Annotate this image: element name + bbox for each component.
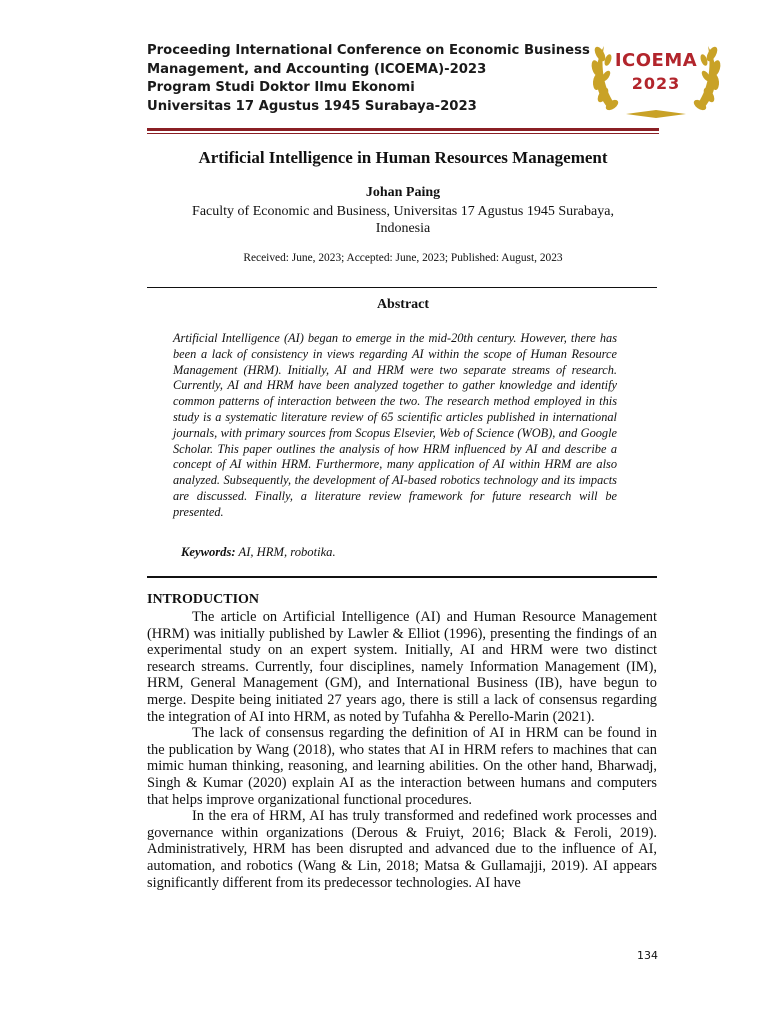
paper-title: Artificial Intelligence in Human Resources Management: [198, 148, 608, 167]
header-line-4: Universitas 17 Agustus 1945 Surabaya-2023: [147, 98, 477, 114]
introduction-body: [147, 609, 657, 891]
keywords-value: AI, HRM, robotika.: [238, 545, 336, 559]
header-line-1: Proceeding International Conference on Economic Business: [147, 43, 590, 58]
affiliation-line-2: Indonesia: [375, 221, 431, 236]
intro-paragraph-2: The lack of consensus regarding the definition of AI in HRM can be found in the publication by Wang (2018), who states that AI in HRM refers to machines that can mimic human thinking, reasoning, and learning abilities. On the other hand, Bharwadj, Singh & Kumar (2020) explain AI as the interaction between humans and computers that helps improve organizational functional procedures.: [147, 725, 657, 808]
keywords: [181, 545, 336, 560]
logo-name: ICOEMA: [614, 50, 698, 71]
intro-paragraph-1: The article on Artificial Intelligence (AI) and Human Resource Management (HRM) was initially published by Lawler & Elliot (1996), presenting the findings of an experimental study on an expert system. Initially, AI and HRM were two distinct research streams. Currently, four disciplines, namely Information Management (IM), HRM, General Management (GM), and International Business (IB), have begun to merge. Despite being initiated 27 years ago, there is still a lack of consensus regarding the integration of AI into HRM, as noted by Tufahha & Perello-Marin (2021).: [147, 609, 657, 725]
intro-paragraph-3: In the era of HRM, AI has truly transformed and redefined work processes and governance within organizations (Derous & Fruiyt, 2016; Black & Feroli, 2019). Administratively, HRM has been disrupted and advanced due to the influence of AI, automation, and robotics (Wang & Lin, 2018; Matsa & Gullamajji, 2019). AI appears significantly different from its predecessor technologies. AI have: [147, 808, 657, 891]
introduction-heading: INTRODUCTION: [147, 592, 260, 607]
affiliation-line-1: Faculty of Economic and Business, Universitas 17 Agustus 1945 Surabaya,: [192, 204, 614, 219]
page-number: 134: [637, 949, 658, 962]
header-rule-thin: [147, 133, 659, 134]
divider-below-abstract: [147, 576, 657, 578]
abstract-text: Artificial Intelligence (AI) began to emerge in the mid-20th century. However, there has been a lack of consistency in views regarding AI within the scope of Human Resource Management (HRM). Initially, AI and HRM were two separate streams of research. Currently, AI and HRM have been analyzed together to gather knowledge and identify common patterns of interaction between the two. The research method employed in this study is a systematic literature review of 65 scientific articles published in international journals, with primary sources from Scopus Elsevier, Web of Science (WOB), and Google Scholar. This paper outlines the analysis of how HRM influenced by AI and describe a concept of AI within HRM. Furthermore, many application of AI within HRM are also analyzed. Subsequently, the development of AI-based robotics technology and its impacts are discussed. Finally, a literature review framework for future research will be presented.: [173, 331, 617, 519]
header-line-2: Management, and Accounting (ICOEMA)-2023: [147, 61, 487, 77]
icoema-logo: [586, 30, 726, 122]
affiliation: [147, 203, 659, 237]
author-name: Johan Paing: [365, 185, 441, 200]
header-rule: [147, 128, 659, 131]
publication-dates: Received: June, 2023; Accepted: June, 2023; Published: August, 2023: [243, 252, 563, 264]
logo-year: 2023: [631, 74, 681, 93]
abstract-heading: Abstract: [376, 297, 430, 312]
keywords-label: Keywords:: [181, 545, 236, 559]
divider-above-abstract: [147, 287, 657, 288]
conference-header: [147, 42, 590, 116]
header-line-3: Program Studi Doktor Ilmu Ekonomi: [147, 80, 415, 95]
